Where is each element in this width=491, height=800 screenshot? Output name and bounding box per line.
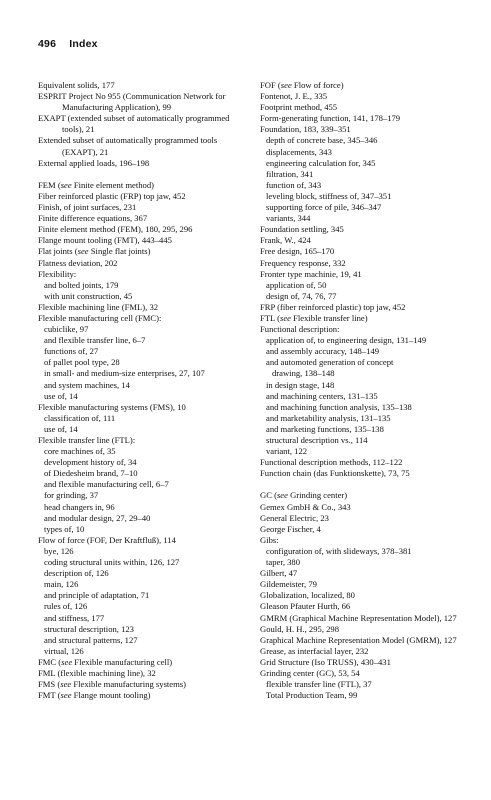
index-entry: Globalization, localized, 80	[260, 590, 355, 601]
index-entry: FRP (fiber reinforced plastic) top jaw, 452	[260, 301, 406, 312]
index-subentry: and flexible transfer line, 6–7	[44, 335, 146, 346]
index-entry: Graphical Machine Representation Model (GMRM), 127	[260, 634, 457, 645]
index-subentry: development history of, 34	[44, 457, 137, 468]
index-subentry: main, 126	[44, 579, 79, 590]
index-subentry: in small- and medium-size enterprises, 27, 107	[44, 368, 205, 379]
index-subentry: structural description vs., 114	[266, 435, 368, 445]
index-subentry: functions of, 27	[44, 346, 99, 357]
index-subentry: virtual, 126	[44, 645, 84, 656]
index-entry: Gould, H. H., 295, 298	[260, 623, 340, 634]
index-entry: FEM (see Finite element method)	[38, 179, 155, 190]
index-subentry: drawing, 138–148	[272, 368, 335, 379]
index-subentry: use of, 14	[44, 423, 78, 434]
index-subentry: in design stage, 148	[266, 379, 335, 390]
index-entry: Functional description:	[260, 324, 340, 335]
index-entry: Flange mount tooling (FMT), 443–445	[38, 235, 172, 246]
index-entry: Functional description methods, 112–122	[260, 457, 403, 468]
index-entry: FOF (see Flow of force)	[260, 80, 344, 90]
index-subentry: leveling block, stiffness of, 347–351	[266, 190, 392, 201]
index-subentry: and machining centers, 131–135	[266, 390, 378, 401]
index-subentry: rules of, 126	[44, 601, 88, 612]
index-entry: Finite difference equations, 367	[38, 213, 148, 224]
page-number: 496	[38, 38, 57, 50]
index-subentry: types of, 10	[44, 523, 85, 534]
index-subentry: variant, 122	[266, 446, 308, 457]
letter-group-gap	[260, 479, 470, 490]
index-column-left	[38, 80, 250, 701]
index-entry: Fiber reinforced plastic (FRP) top jaw, 452	[38, 190, 186, 201]
index-subentry: variants, 344	[266, 213, 311, 224]
index-subentry: and structural patterns, 127	[44, 634, 138, 645]
index-entry: Finite element method (FEM), 180, 295, 296	[38, 224, 193, 235]
index-subentry: bye, 126	[44, 545, 74, 556]
index-entry: EXAPT (extended subset of automatically programmed tools), 21	[38, 113, 230, 135]
index-entry: Flexible transfer line (FTL):	[38, 435, 136, 445]
index-entry: External applied loads, 196–198	[38, 157, 150, 168]
index-entry: Gildemeister, 79	[260, 579, 317, 590]
index-subentry: head changers in, 96	[44, 501, 115, 512]
index-entry: Foundation, 183, 339–351	[260, 124, 351, 135]
index-subentry: flexible transfer line (FTL), 37	[266, 679, 372, 690]
index-subentry: cubiclike, 97	[44, 324, 89, 335]
index-subentry: core machines of, 35	[44, 446, 116, 457]
index-entry: GMRM (Graphical Machine Representation Model), 127	[260, 612, 457, 623]
index-entry: FMC (see Flexible manufacturing cell)	[38, 656, 173, 667]
index-entry: Form-generating function, 141, 178–179	[260, 113, 401, 124]
index-subentry: coding structural units within, 126, 127	[44, 557, 180, 568]
page-header	[38, 38, 98, 50]
index-entry: Free design, 165–170	[260, 246, 335, 257]
index-subentry: design of, 74, 76, 77	[266, 290, 337, 301]
index-entry: Footprint method, 455	[260, 102, 338, 113]
index-entry: Flatness deviation, 202	[38, 257, 118, 268]
index-subentry: depth of concrete base, 345–346	[266, 135, 378, 146]
index-entry: Function chain (das Funktionskette), 73, 75	[260, 468, 410, 479]
index-subentry: use of, 14	[44, 390, 78, 401]
index-entry: George Fischer, 4	[260, 523, 321, 534]
letter-group-gap	[38, 169, 250, 180]
index-entry: Finish, of joint surfaces, 231	[38, 202, 137, 213]
index-subentry: and bolted joints, 179	[44, 279, 119, 290]
index-entry: Grid Structure (Iso TRUSS), 430–431	[260, 656, 391, 667]
index-subentry: and marketability analysis, 131–135	[266, 412, 391, 423]
index-entry: Frequency response, 332	[260, 257, 346, 268]
index-entry: FMT (see Flange mount tooling)	[38, 690, 151, 701]
index-subentry: engineering calculation for, 345	[266, 157, 376, 168]
index-subentry: and stiffness, 177	[44, 612, 105, 623]
index-subentry: description of, 126	[44, 568, 109, 579]
index-subentry: filtration, 341	[266, 168, 314, 179]
index-subentry: with unit construction, 45	[44, 290, 133, 301]
index-entry: Fronter type machinie, 19, 41	[260, 268, 362, 279]
index-subentry: taper, 380	[266, 557, 301, 568]
index-entry: Extended subset of automatically programmed tools (EXAPT), 21	[38, 135, 218, 157]
index-subentry: of Diedesheim brand, 7–10	[44, 468, 138, 479]
index-entry: GC (see Grinding center)	[260, 490, 348, 501]
index-entry: Flexible machining line (FML), 32	[38, 301, 159, 312]
index-entry: Grinding center (GC), 53, 54	[260, 667, 360, 678]
index-subentry: application of, 50	[266, 279, 327, 290]
index-entry: Equivalent solids, 177	[38, 80, 115, 90]
index-entry: FMS (see Flexible manufacturing systems)	[38, 679, 187, 690]
page-title: Index	[69, 38, 98, 50]
index-entry: Flat joints (see Single flat joints)	[38, 246, 151, 257]
index-subentry: application of, to engineering design, 131–149	[266, 335, 427, 346]
index-subentry: and machining function analysis, 135–138	[266, 401, 412, 412]
index-subentry: displacements, 343	[266, 146, 332, 157]
index-subentry: function of, 343	[266, 179, 322, 190]
index-subentry: classification of, 111	[44, 412, 116, 423]
index-entry: Flexible manufacturing systems (FMS), 10	[38, 401, 186, 412]
index-entry: Gleason Pfauter Hurth, 66	[260, 601, 351, 612]
index-subentry: and principle of adaptation, 71	[44, 590, 150, 601]
index-entry: General Electric, 23	[260, 512, 329, 523]
index-entry: Gilbert, 47	[260, 568, 298, 579]
index-subentry: of pallet pool type, 28	[44, 357, 120, 368]
index-subentry: and automoted generation of concept	[266, 357, 394, 368]
index-subentry: structural description, 123	[44, 623, 134, 634]
index-subentry: configuration of, with slideways, 378–381	[266, 545, 412, 556]
index-subentry: and modular design, 27, 29–40	[44, 512, 151, 523]
index-entry: Grease, as interfacial layer, 232	[260, 645, 369, 656]
index-entry: FML (flexible machining line), 32	[38, 667, 156, 678]
index-entry: Flexible manufacturing cell (FMC):	[38, 312, 162, 323]
index-subentry: and system machines, 14	[44, 379, 130, 390]
index-subentry: and assembly accuracy, 148–149	[266, 346, 380, 357]
index-subentry: and flexible manufacturing cell, 6–7	[44, 479, 169, 490]
index-subentry: for grinding, 37	[44, 490, 99, 501]
index-entry: Flow of force (FOF, Der Kraftfluß), 114	[38, 534, 176, 545]
index-entry: Fontenot, J. E., 335	[260, 91, 328, 102]
index-column-right	[260, 80, 470, 701]
index-subentry: supporting force of pile, 346–347	[266, 202, 382, 213]
index-entry: Frank, W., 424	[260, 235, 311, 246]
index-entry: FTL (see Flexible transfer line)	[260, 312, 368, 323]
index-subentry: and marketing functions, 135–138	[266, 423, 384, 434]
index-entry: Flexibility:	[38, 268, 77, 279]
index-entry: Gemex GmbH & Co., 343	[260, 501, 351, 512]
index-entry: Foundation settling, 345	[260, 224, 344, 235]
index-entry: ESPRIT Project No 955 (Communication Network for Manufacturing Application), 99	[38, 91, 226, 113]
index-subentry: Total Production Team, 99	[266, 690, 358, 701]
index-entry: Gibs:	[260, 534, 279, 545]
